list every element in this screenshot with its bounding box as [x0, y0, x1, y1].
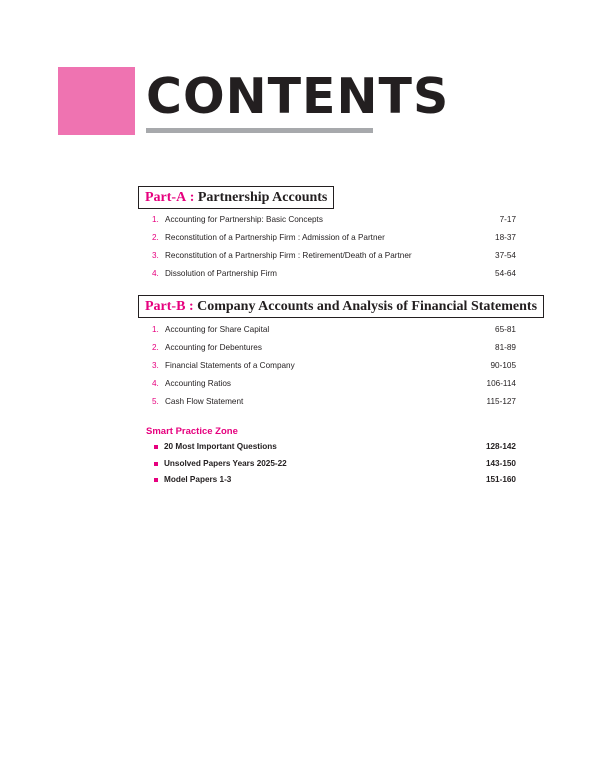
item-label: 20 Most Important Questions	[164, 442, 277, 451]
list-item[interactable]	[152, 323, 516, 337]
item-label: Accounting for Share Capital	[165, 325, 270, 334]
part-a-tag: Part-A	[145, 190, 187, 205]
item-label: Unsolved Papers Years 2025-22	[164, 459, 287, 468]
square-bullet-icon	[154, 478, 158, 482]
item-pages: 81-89	[495, 343, 516, 352]
part-b-tag: Part-B	[145, 299, 186, 314]
item-number: 4.	[152, 269, 159, 278]
part-a-separator: :	[189, 190, 195, 205]
item-pages: 18-37	[495, 233, 516, 242]
item-label: Reconstitution of a Partnership Firm : Admission of a Partner	[165, 233, 385, 242]
item-pages: 115-127	[486, 397, 516, 406]
item-pages: 65-81	[495, 325, 516, 334]
item-label: Accounting Ratios	[165, 379, 231, 388]
item-label: Accounting for Partnership: Basic Concepts	[165, 215, 323, 224]
list-item[interactable]	[152, 213, 516, 227]
item-number: 5.	[152, 397, 159, 406]
item-number: 1.	[152, 215, 159, 224]
list-item[interactable]	[152, 377, 516, 391]
item-number: 2.	[152, 233, 159, 242]
part-b-heading	[138, 295, 544, 318]
list-item[interactable]	[152, 359, 516, 373]
item-number: 4.	[152, 379, 159, 388]
list-item[interactable]	[152, 231, 516, 245]
item-pages: 128-142	[485, 442, 516, 451]
list-item[interactable]	[152, 395, 516, 409]
smart-zone-heading: Smart Practice Zone	[146, 426, 238, 437]
item-pages: 7-17	[499, 215, 516, 224]
item-pages: 151-160	[485, 475, 516, 484]
item-pages: 90-105	[490, 361, 516, 370]
item-pages: 54-64	[495, 269, 516, 278]
item-label: Accounting for Debentures	[165, 343, 262, 352]
square-bullet-icon	[154, 445, 158, 449]
part-b-separator: :	[188, 299, 194, 314]
list-item[interactable]	[154, 457, 516, 471]
list-item[interactable]	[152, 249, 516, 263]
list-item[interactable]	[152, 341, 516, 355]
item-label: Model Papers 1-3	[164, 475, 232, 484]
item-number: 3.	[152, 251, 159, 260]
item-number: 2.	[152, 343, 159, 352]
item-label: Reconstitution of a Partnership Firm : Retirement/Death of a Partner	[165, 251, 412, 260]
item-number: 1.	[152, 325, 159, 334]
item-label: Dissolution of Partnership Firm	[165, 269, 277, 278]
header-pink-block	[58, 67, 135, 135]
item-label: Cash Flow Statement	[165, 397, 244, 406]
item-pages: 106-114	[486, 379, 516, 388]
title-underline	[146, 128, 373, 133]
square-bullet-icon	[154, 462, 158, 466]
part-a-heading	[138, 186, 334, 209]
list-item[interactable]	[152, 267, 516, 281]
list-item[interactable]	[154, 473, 516, 487]
part-b-title: Company Accounts and Analysis of Financial Statements	[197, 299, 538, 314]
item-pages: 143-150	[485, 459, 516, 468]
item-pages: 37-54	[495, 251, 516, 260]
list-item[interactable]	[154, 440, 516, 454]
item-number: 3.	[152, 361, 159, 370]
page-title: CONTENTS	[146, 68, 450, 125]
item-label: Financial Statements of a Company	[165, 361, 295, 370]
part-a-title: Partnership Accounts	[197, 190, 328, 205]
